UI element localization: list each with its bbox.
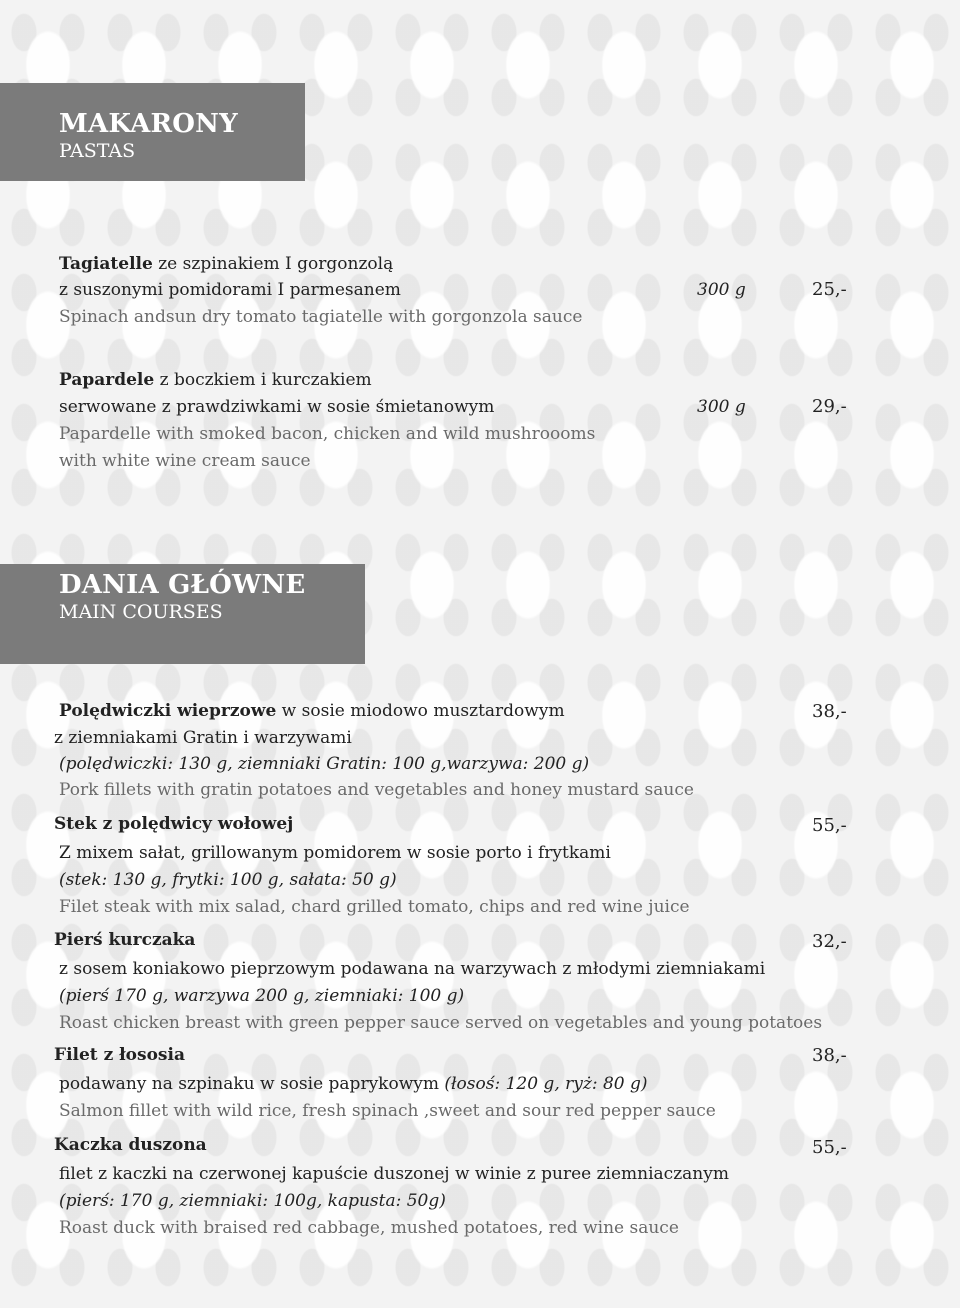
item-description: ze szpinakiem I gorgonzolą xyxy=(152,254,394,274)
section-title-pl: DANIA GŁÓWNE xyxy=(59,570,306,600)
item-portion: (łosoś: 120 g, ryż: 80 g) xyxy=(444,1074,648,1094)
item-price: 32,- xyxy=(812,931,847,952)
item-description: z ziemniakami Gratin i warzywami xyxy=(54,728,352,748)
item-description: serwowane z prawdziwkami w sosie śmietanowym xyxy=(59,397,495,417)
item-description: w sosie miodowo musztardowym xyxy=(276,701,565,721)
item-description: z boczkiem i kurczakiem xyxy=(154,370,372,390)
item-description: z suszonymi pomidorami I parmesanem xyxy=(59,280,401,300)
item-price: 55,- xyxy=(812,815,847,836)
item-portion: (pierś: 170 g, ziemniaki: 100g, kapusta: 50g) xyxy=(59,1191,446,1211)
item-description: Z mixem sałat, grillowanym pomidorem w sosie porto i frytkami xyxy=(59,843,611,863)
item-weight: 300 g xyxy=(697,280,746,300)
section-title-pl: MAKARONY xyxy=(59,109,238,139)
section-header-pastas xyxy=(0,83,305,181)
item-title-line xyxy=(59,369,372,391)
item-name: Kaczka duszona xyxy=(54,1135,207,1155)
item-description-en: Salmon fillet with wild rice, fresh spinach ,sweet and sour red pepper sauce xyxy=(59,1101,716,1121)
item-description-en: Roast chicken breast with green pepper sauce served on vegetables and young potatoes xyxy=(59,1013,823,1033)
item-name: Pierś kurczaka xyxy=(54,930,196,950)
item-title-line xyxy=(59,700,565,722)
item-weight: 300 g xyxy=(697,397,746,417)
item-description-en: Pork fillets with gratin potatoes and vegetables and honey mustard sauce xyxy=(59,780,694,800)
item-portion: (pierś 170 g, warzywa 200 g, ziemniaki: 100 g) xyxy=(59,986,465,1006)
item-name: Filet z łososia xyxy=(54,1045,185,1065)
item-description-en: with white wine cream sauce xyxy=(59,451,311,471)
item-portion: (polędwiczki: 130 g, ziemniaki Gratin: 100 g,warzywa: 200 g) xyxy=(59,754,590,774)
item-price: 55,- xyxy=(812,1137,847,1158)
item-price: 38,- xyxy=(812,701,847,722)
item-name: Tagiatelle xyxy=(59,254,153,274)
item-description: filet z kaczki na czerwonej kapuście duszonej w winie z puree ziemniaczanym xyxy=(59,1164,729,1184)
item-name: Papardele xyxy=(59,370,155,390)
section-title-en: PASTAS xyxy=(59,140,136,162)
item-description-en: Filet steak with mix salad, chard grilled tomato, chips and red wine juice xyxy=(59,897,690,917)
item-description-en: Roast duck with braised red cabbage, mushed potatoes, red wine sauce xyxy=(59,1218,679,1238)
item-title-line xyxy=(59,253,393,275)
item-portion: (stek: 130 g, frytki: 100 g, sałata: 50 g) xyxy=(59,870,397,890)
item-price: 29,- xyxy=(812,396,847,417)
item-price: 38,- xyxy=(812,1045,847,1066)
item-name: Stek z polędwicy wołowej xyxy=(54,814,294,834)
item-description-line xyxy=(59,1073,648,1095)
item-description: z sosem koniakowo pieprzowym podawana na warzywach z młodymi ziemniakami xyxy=(59,959,766,979)
section-title-en: MAIN COURSES xyxy=(59,601,223,623)
item-price: 25,- xyxy=(812,279,847,300)
item-name: Polędwiczki wieprzowe xyxy=(59,701,277,721)
item-description: podawany na szpinaku w sosie paprykowym xyxy=(59,1074,445,1094)
item-description-en: Spinach andsun dry tomato tagiatelle with gorgonzola sauce xyxy=(59,307,583,327)
item-description-en: Papardelle with smoked bacon, chicken and wild mushroooms xyxy=(59,424,596,444)
section-header-main-courses xyxy=(0,564,365,664)
